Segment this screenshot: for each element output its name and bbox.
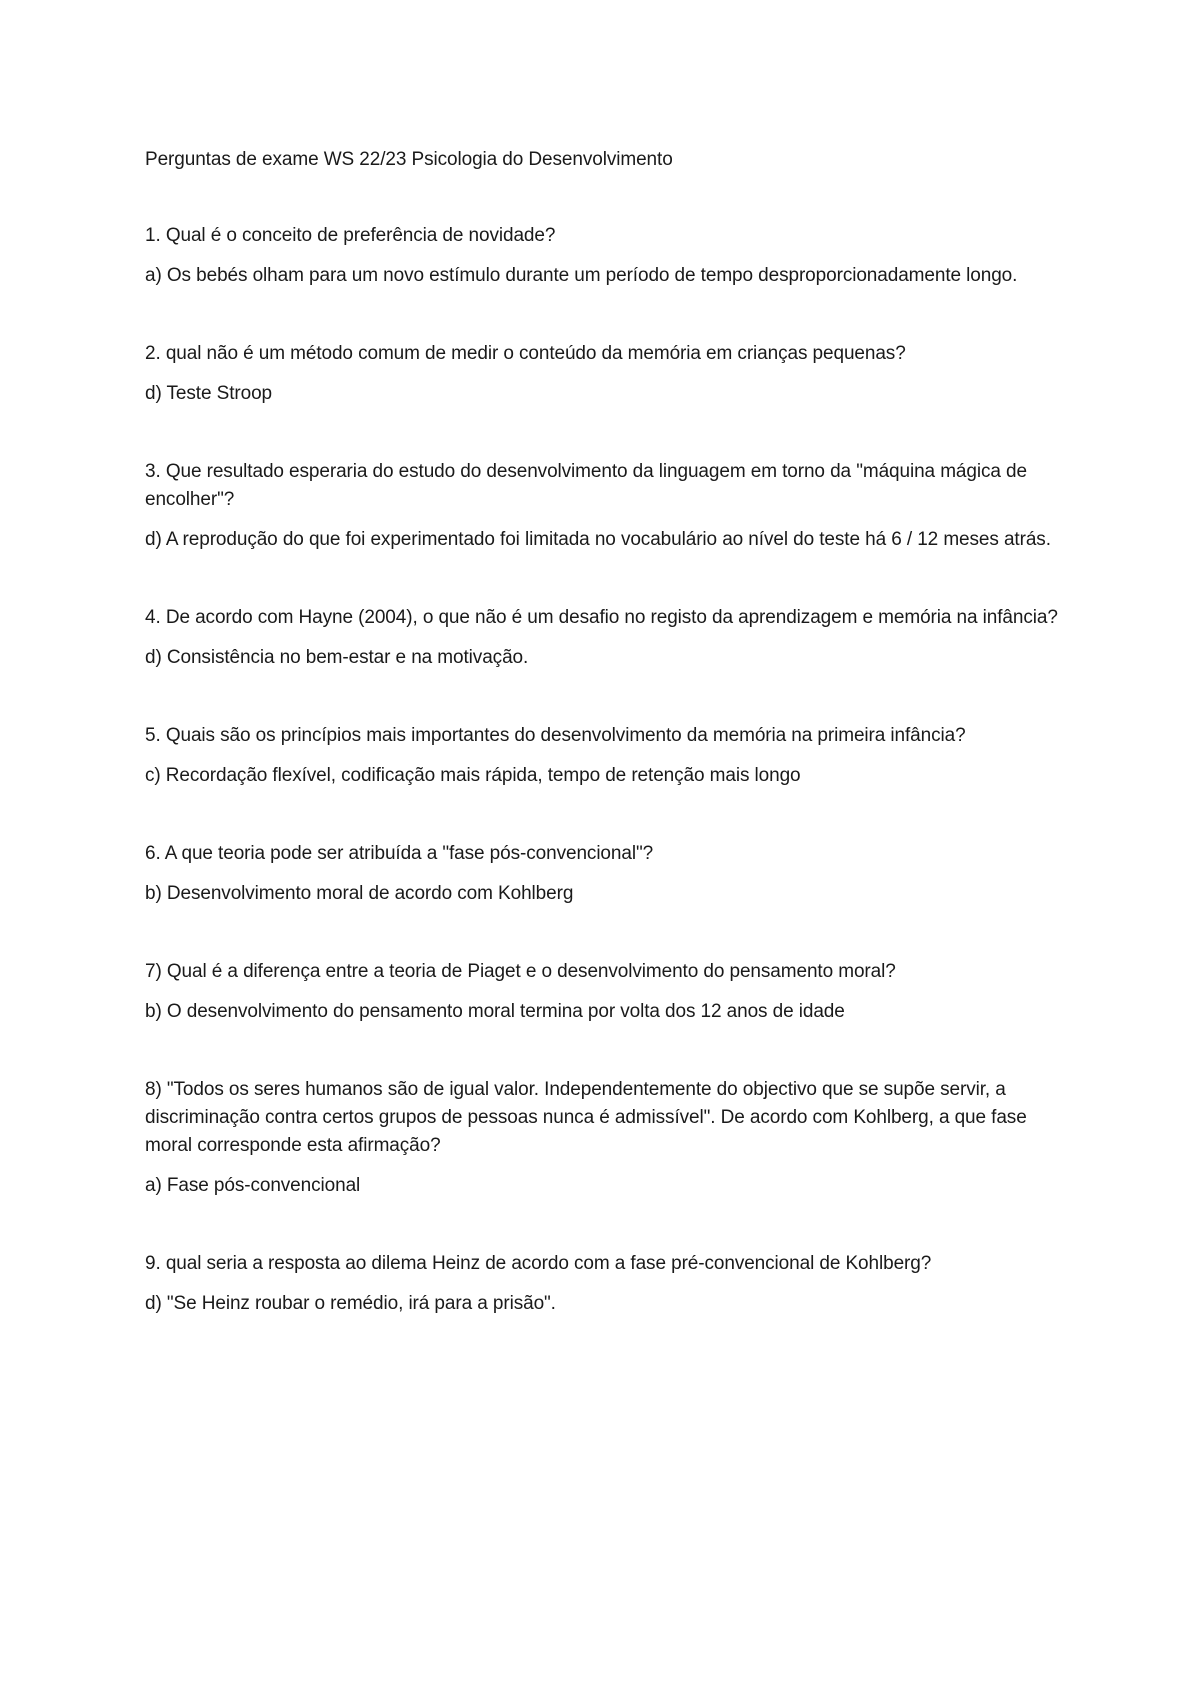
qa-item-2 — [145, 340, 1065, 408]
answer-1: a) Os bebés olham para um novo estímulo durante um período de tempo desproporcionadamente longo. — [145, 265, 1018, 286]
question-4: 4. De acordo com Hayne (2004), o que não é um desafio no registo da aprendizagem e memória na infância? — [145, 607, 1058, 628]
qa-item-4 — [145, 604, 1065, 672]
qa-item-6 — [145, 840, 1065, 908]
qa-item-7 — [145, 958, 1065, 1026]
question-6: 6. A que teoria pode ser atribuída a "fase pós-convencional"? — [145, 843, 654, 864]
answer-2: d) Teste Stroop — [145, 383, 273, 404]
question-5: 5. Quais são os princípios mais importantes do desenvolvimento da memória na primeira infância? — [145, 725, 966, 746]
question-8: 8) "Todos os seres humanos são de igual valor. Independentemente do objectivo que se supõe servir, a discriminação contra certos grupos de pessoas nunca é admissível". De acordo com Kohlberg, a que fase moral corresponde esta afirmação? — [145, 1079, 1027, 1156]
qa-item-8 — [145, 1076, 1065, 1200]
answer-9: d) "Se Heinz roubar o remédio, irá para a prisão". — [145, 1293, 556, 1314]
answer-5: c) Recordação flexível, codificação mais rápida, tempo de retenção mais longo — [145, 765, 801, 786]
answer-3: d) A reprodução do que foi experimentado foi limitada no vocabulário ao nível do teste há 6 / 12 meses atrás. — [145, 529, 1051, 550]
document-content — [145, 146, 1065, 1318]
question-7: 7) Qual é a diferença entre a teoria de Piaget e o desenvolvimento do pensamento moral? — [145, 961, 896, 982]
answer-7: b) O desenvolvimento do pensamento moral termina por volta dos 12 anos de idade — [145, 1001, 845, 1022]
question-2: 2. qual não é um método comum de medir o conteúdo da memória em crianças pequenas? — [145, 343, 906, 364]
qa-item-5 — [145, 722, 1065, 790]
qa-item-1 — [145, 222, 1065, 290]
question-3: 3. Que resultado esperaria do estudo do desenvolvimento da linguagem em torno da "máquina mágica de encolher"? — [145, 461, 1027, 510]
document-title: Perguntas de exame WS 22/23 Psicologia do Desenvolvimento — [145, 149, 673, 170]
answer-4: d) Consistência no bem-estar e na motivação. — [145, 647, 529, 668]
answer-8: a) Fase pós-convencional — [145, 1175, 361, 1196]
qa-item-3 — [145, 458, 1065, 554]
qa-item-9 — [145, 1250, 1065, 1318]
question-9: 9. qual seria a resposta ao dilema Heinz de acordo com a fase pré-convencional de Kohlberg? — [145, 1253, 932, 1274]
question-1: 1. Qual é o conceito de preferência de novidade? — [145, 225, 556, 246]
answer-6: b) Desenvolvimento moral de acordo com Kohlberg — [145, 883, 574, 904]
